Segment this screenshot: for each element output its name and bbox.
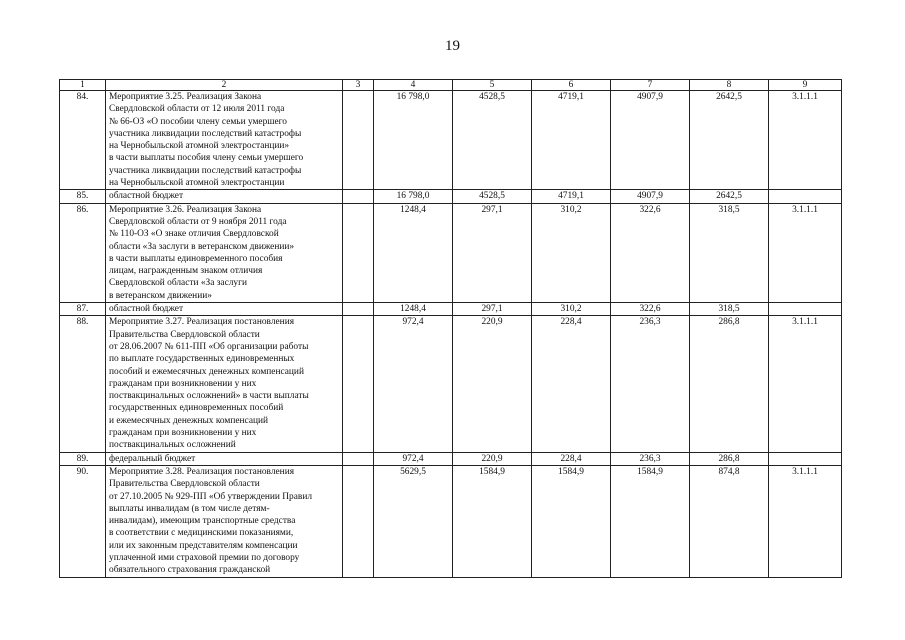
description-line: областной бюджет [109,304,184,315]
header-cell: 3 [343,80,374,91]
header-cell: 4 [374,80,453,91]
total-cell: 1248,4 [374,303,453,316]
year-2-cell: 310,2 [532,303,611,316]
year-2-cell: 228,4 [532,452,611,465]
row-number-cell: 86. [60,203,106,302]
column-3-cell [343,465,374,577]
year-3-cell: 322,6 [611,203,690,302]
target-ref-cell: 3.1.1.1 [769,316,842,452]
year-3-cell: 4907,9 [611,190,690,203]
description-line: инвалидам), имеющим транспортные средства [109,516,296,527]
description-line: в части выплаты пособия члену семьи умершего [109,153,304,164]
column-3-cell [343,91,374,190]
description-line: Свердловской области «За заслуги [109,278,247,289]
description-cell [106,91,343,190]
year-4-cell: 874,8 [690,465,769,577]
description-cell [106,465,343,577]
description-line: областной бюджет [109,191,184,202]
column-3-cell [343,303,374,316]
row-number-cell: 89. [60,452,106,465]
description-line: на Чернобыльской атомной электростанции [109,178,285,189]
description-line: в ветеранском движении» [109,290,212,301]
description-line: № 110-ОЗ «О знаке отличия Свердловской [109,229,279,240]
table-row [60,203,842,302]
year-1-cell: 4528,5 [453,91,532,190]
year-4-cell: 318,5 [690,203,769,302]
description-cell [106,203,343,302]
description-line: в соответствии с медицинскими показаниями, [109,528,294,539]
description-line: участника ликвидации последствий катастрофы [109,165,302,176]
row-number-cell: 88. [60,316,106,452]
description-line: Мероприятие 3.26. Реализация Закона [109,204,262,215]
description-line: по выплате государственных единовременных [109,354,295,365]
year-4-cell: 2642,5 [690,91,769,190]
year-3-cell: 322,6 [611,303,690,316]
description-line: Мероприятие 3.27. Реализация постановления [109,317,295,328]
year-2-cell: 4719,1 [532,91,611,190]
table-row [60,465,842,577]
description-line: обязательного страхования гражданской [109,565,271,576]
description-line: выплаты инвалидам (в том числе детям- [109,503,270,514]
column-3-cell [343,316,374,452]
table-row [60,452,842,465]
description-line: области «За заслуги в ветеранском движении» [109,241,295,252]
year-1-cell: 1584,9 [453,465,532,577]
total-cell: 1248,4 [374,203,453,302]
description-line: от 27.10.2005 № 929-ПП «Об утверждении Правил [109,491,313,502]
year-2-cell: 1584,9 [532,465,611,577]
target-ref-cell [769,303,842,316]
target-ref-cell [769,452,842,465]
table-row [60,316,842,452]
target-ref-cell: 3.1.1.1 [769,465,842,577]
total-cell: 16 798,0 [374,91,453,190]
description-line: и ежемесячных денежных компенсаций [109,415,269,426]
description-line: участника ликвидации последствий катастрофы [109,128,302,139]
target-ref-cell: 3.1.1.1 [769,203,842,302]
header-cell: 5 [453,80,532,91]
column-3-cell [343,190,374,203]
year-3-cell: 236,3 [611,452,690,465]
description-line: № 66-ОЗ «О пособии члену семьи умершего [109,116,287,127]
target-ref-cell: 3.1.1.1 [769,91,842,190]
year-2-cell: 310,2 [532,203,611,302]
year-4-cell: 286,8 [690,316,769,452]
year-1-cell: 220,9 [453,452,532,465]
year-3-cell: 236,3 [611,316,690,452]
year-4-cell: 286,8 [690,452,769,465]
target-ref-cell [769,190,842,203]
table-row [60,190,842,203]
year-1-cell: 297,1 [453,303,532,316]
total-cell: 972,4 [374,452,453,465]
description-line: Свердловской области от 9 ноября 2011 года [109,216,287,227]
year-2-cell: 4719,1 [532,190,611,203]
total-cell: 5629,5 [374,465,453,577]
description-line: на Чернобыльской атомной электростанции» [109,141,290,152]
description-line: уплаченной ими страховой премии по договору [109,552,300,563]
description-line: гражданам при возникновении у них [109,428,257,439]
header-cell: 7 [611,80,690,91]
total-cell: 972,4 [374,316,453,452]
description-line: Правительства Свердловской области [109,329,260,340]
description-line: в части выплаты единовременного пособия [109,253,283,264]
description-line: государственных единовременных пособий [109,403,284,414]
description-line: Мероприятие 3.28. Реализация постановления [109,466,295,477]
description-line: гражданам при возникновении у них [109,378,257,389]
row-number-cell: 90. [60,465,106,577]
description-cell [106,190,343,203]
year-3-cell: 1584,9 [611,465,690,577]
description-cell [106,316,343,452]
description-cell [106,303,343,316]
header-cell: 9 [769,80,842,91]
description-line: или их законным представителям компенсации [109,540,298,551]
header-cell: 8 [690,80,769,91]
description-line: поствакцинальных осложнений» в части выплаты [109,391,309,402]
column-3-cell [343,203,374,302]
description-line: Мероприятие 3.25. Реализация Закона [109,92,262,102]
column-3-cell [343,452,374,465]
header-cell: 1 [60,80,106,91]
description-line: лицам, награжденным знаком отличия [109,266,263,277]
total-cell: 16 798,0 [374,190,453,203]
description-line: от 28.06.2007 № 611-ПП «Об организации работы [109,341,309,352]
row-number-cell: 84. [60,91,106,190]
table-header-row [60,80,842,91]
header-cell: 2 [106,80,343,91]
description-cell [106,452,343,465]
year-4-cell: 318,5 [690,303,769,316]
year-4-cell: 2642,5 [690,190,769,203]
row-number-cell: 87. [60,303,106,316]
table-row [60,303,842,316]
description-line: Свердловской области от 12 июля 2011 года [109,104,285,115]
year-1-cell: 297,1 [453,203,532,302]
description-line: пособий и ежемесячных денежных компенсаций [109,366,304,377]
year-2-cell: 228,4 [532,316,611,452]
year-3-cell: 4907,9 [611,91,690,190]
description-line: Правительства Свердловской области [109,479,260,490]
page-number: 19 [445,38,460,54]
program-table [59,79,842,578]
row-number-cell: 85. [60,190,106,203]
year-1-cell: 4528,5 [453,190,532,203]
description-line: федеральный бюджет [109,453,196,464]
table-row [60,91,842,190]
description-line: поствакцинальных осложнений [109,440,236,451]
year-1-cell: 220,9 [453,316,532,452]
header-cell: 6 [532,80,611,91]
